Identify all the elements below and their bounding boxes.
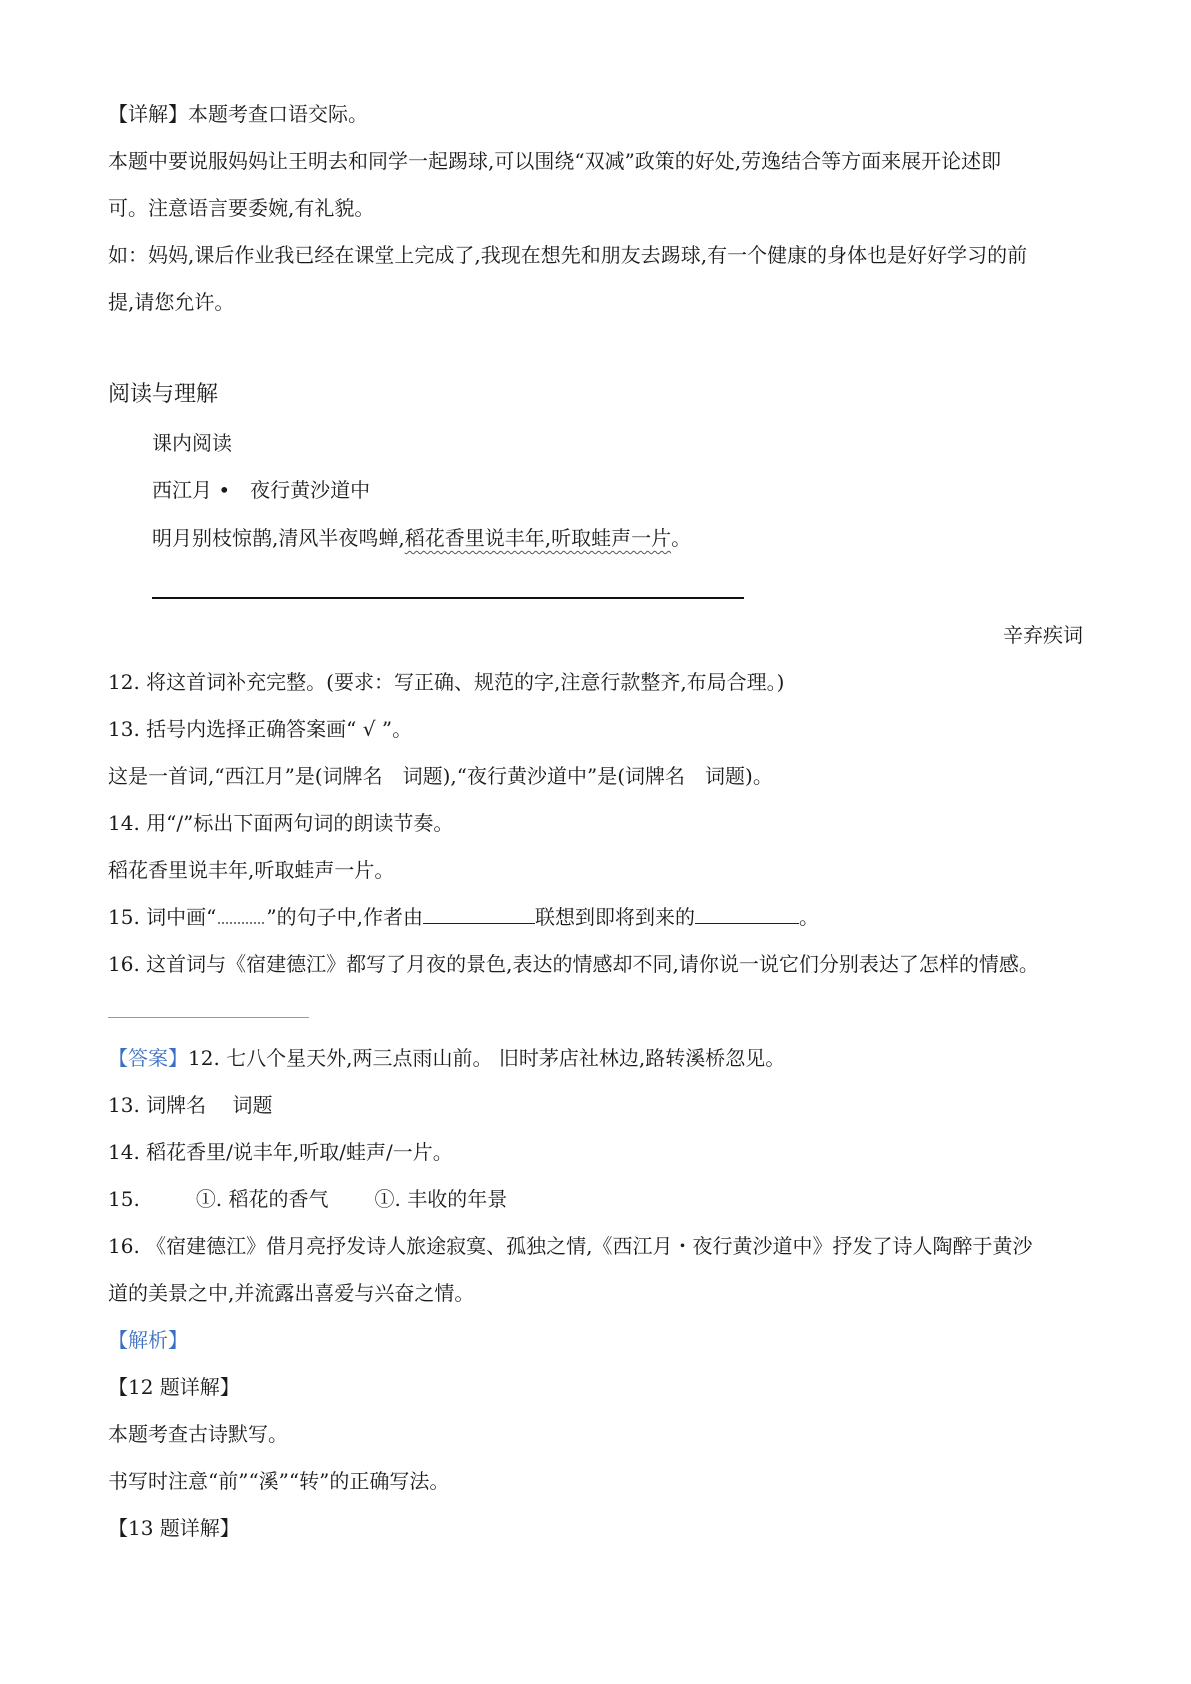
poem-author: 辛弃疾词 [1003,623,1083,647]
poem-title: 西江月 • 夜行黄沙道中 [152,478,371,502]
answer-13: 13. 词牌名 词题 [108,1093,273,1117]
question-13-body: 这是一首词,“西江月”是(词牌名 词题),“夜行黄沙道中”是(词牌名 词题)。 [108,764,773,788]
section-subheading: 课内阅读 [152,431,232,455]
analysis-12-text: 本题考查古诗默写。 [108,1422,288,1446]
poem-line [152,525,691,551]
explanation-example: 提,请您允许。 [108,290,235,314]
answer-14: 14. 稻花香里/说丰年,听取/蛙声/一片。 [108,1140,453,1164]
analysis-12-text: 书写时注意“前”“溪”“转”的正确写法。 [108,1469,450,1493]
answer-15 [108,1186,507,1212]
analysis-label: 【解析】 [108,1328,188,1352]
question-15-part: 联想到即将到来的 [534,905,695,929]
explanation-example: 如：妈妈,课后作业我已经在课堂上完成了,我现在想先和朋友去踢球,有一个健康的身体也是好好学习的前 [108,243,1028,267]
section-heading: 阅读与理解 [108,382,219,407]
question-16: 16. 这首词与《宿建德江》都写了月夜的景色,表达的情感却不同,请你说一说它们分别表达了怎样的情感。 [108,952,1039,976]
answer-15-number: 15. [108,1187,140,1211]
answer-label: 【答案】 [108,1046,188,1070]
fill-blank [423,905,535,924]
analysis-13-heading: 【13 题详解】 [108,1516,240,1540]
question-15-part: 。 [798,905,819,929]
answer-12 [108,1045,785,1071]
poem-line-end: 。 [671,526,692,550]
separator [108,1017,309,1018]
question-14: 14. 用“/”标出下面两句词的朗读节奏。 [108,811,454,835]
explanation-heading: 【详解】本题考查口语交际。 [108,102,368,126]
question-12: 12. 将这首词补充完整。(要求：写正确、规范的字,注意行款整齐,布局合理。) [108,670,785,694]
question-14-body: 稻花香里说丰年,听取蛙声一片。 [108,858,395,882]
explanation-text: 本题中要说服妈妈让王明去和同学一起踢球,可以围绕“双减”政策的好处,劳逸结合等方面来展开论述即 [108,149,1002,173]
poem-wavy-underlined: 稻花香里说丰年,听取蛙声一片 [404,526,672,550]
fill-blank [695,905,799,924]
answer-16: 道的美景之中,并流露出喜爱与兴奋之情。 [108,1281,475,1305]
analysis-12-heading: 【12 题详解】 [108,1375,240,1399]
answer-15-item: ①. 稻花的香气 [195,1187,329,1211]
explanation-text: 可。注意语言要委婉,有礼貌。 [108,196,375,220]
answer-16: 16. 《宿建德江》借月亮抒发诗人旅途寂寞、孤独之情,《西江月・夜行黄沙道中》抒发了诗人陶醉于黄沙 [108,1234,1033,1258]
answer-12-text: 12. 七八个星天外,两三点雨山前。 旧时茅店社林边,路转溪桥忽见。 [188,1046,786,1070]
wavy-line-mark [218,912,264,924]
poem-line-part: 明月别枝惊鹊,清风半夜鸣蝉, [152,526,405,550]
answer-blank-line [152,597,744,599]
answer-15-item: ①. 丰收的年景 [374,1187,508,1211]
question-15-part: ”的句子中,作者由 [266,905,423,929]
question-15 [108,904,819,930]
question-13: 13. 括号内选择正确答案画“ √ ”。 [108,717,413,741]
question-15-part: 15. 词中画“ [108,905,217,929]
